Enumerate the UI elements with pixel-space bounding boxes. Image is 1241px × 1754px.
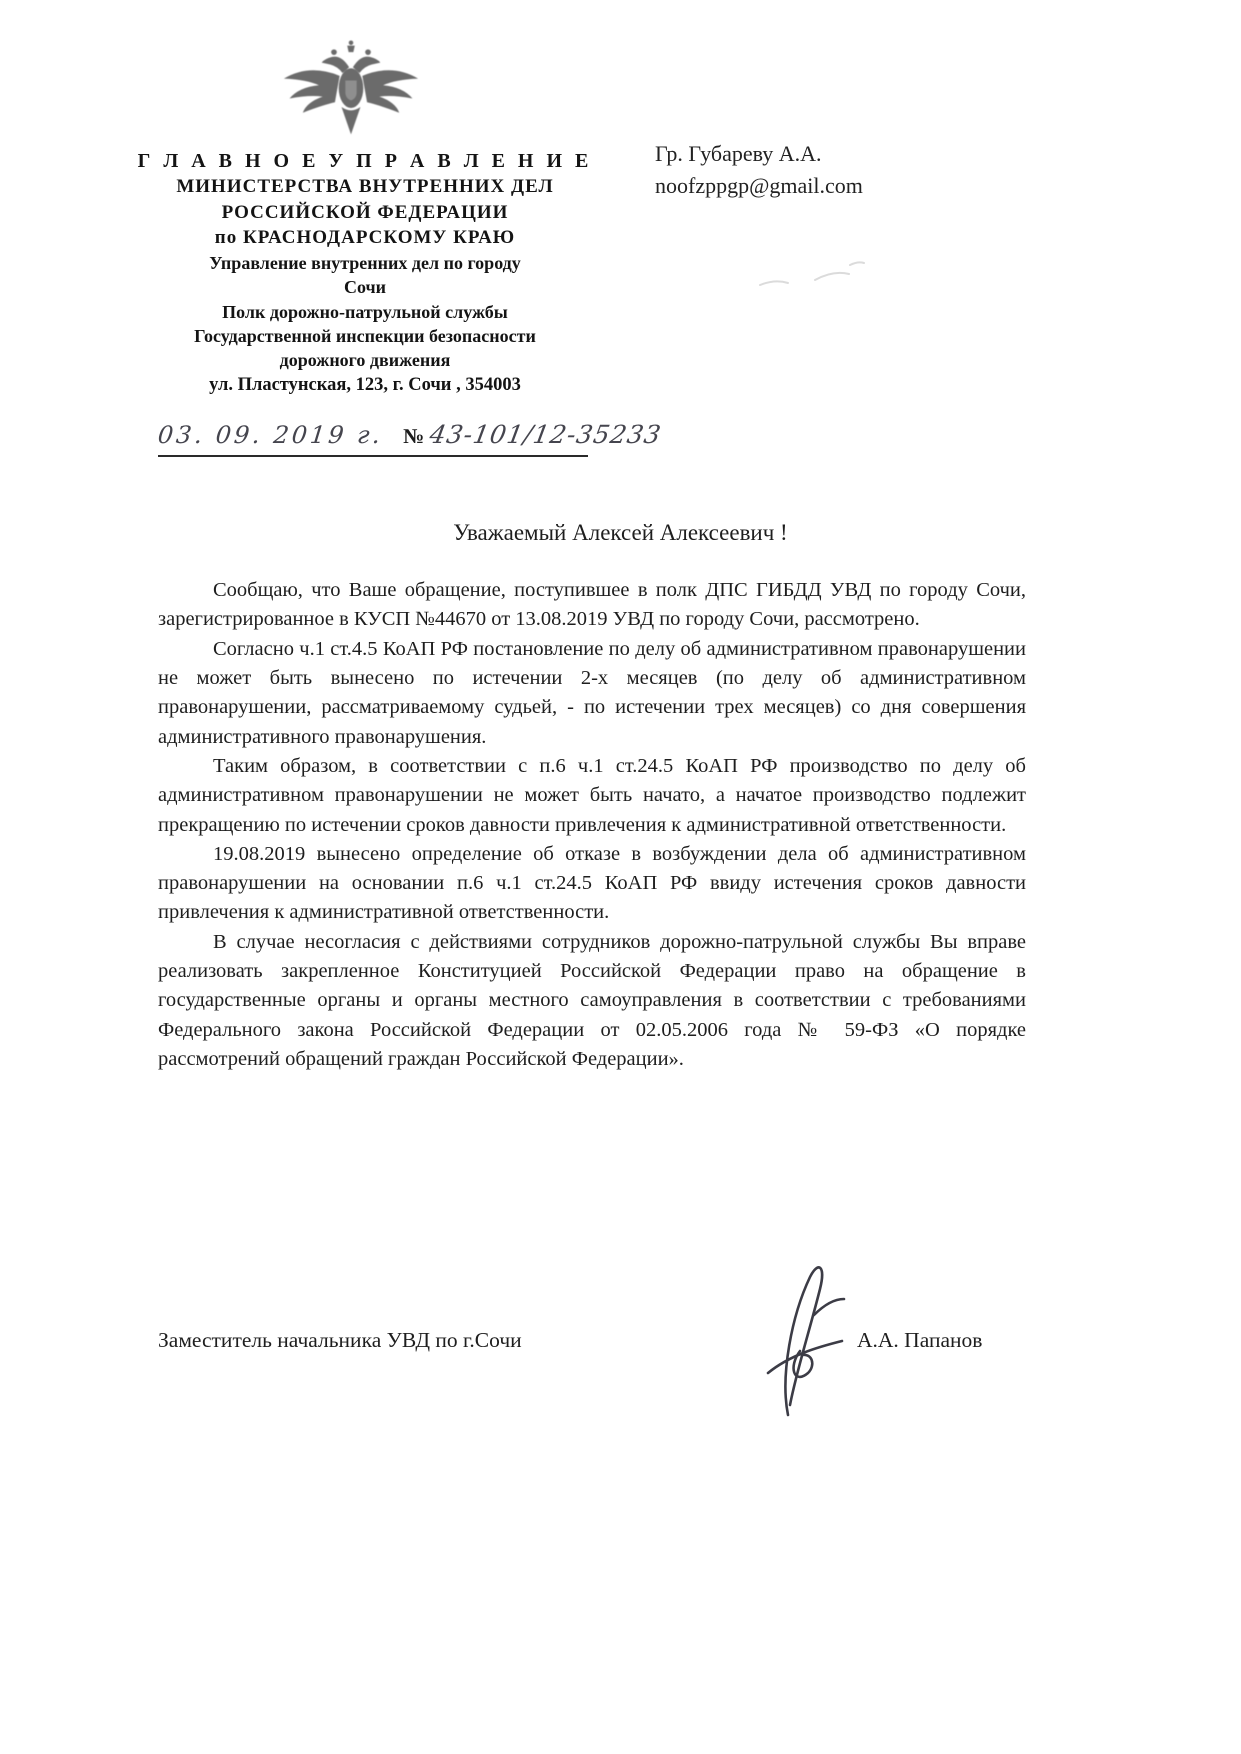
org-line: Г Л А В Н О Е У П Р А В Л Е Н И Е	[137, 150, 593, 172]
recipient-block	[655, 138, 863, 202]
scan-artifact-mark	[755, 250, 875, 300]
recipient-email: noofzppgp@gmail.com	[655, 172, 863, 198]
body-paragraph: Таким образом, в соответствии с п.6 ч.1 ст.24.5 КоАП РФ производство по делу об административном правонарушении не может быть начато, а начатое производство подлежит прекращению по истечении сроков давности привлечения к административной ответственности.	[158, 754, 1026, 836]
body-paragraph: 19.08.2019 вынесено определение об отказе в возбуждении дела об административном правонарушении на основании п.6 ч.1 ст.24.5 КоАП РФ ввиду истечения сроков давности привлечения к административной ответственности.	[158, 842, 1026, 924]
org-line: Полк дорожно-патрульной службы	[222, 301, 508, 322]
handwritten-signature	[730, 1255, 860, 1425]
handwritten-outgoing-number: 43-101/12-35233	[427, 420, 664, 449]
org-line: Сочи	[343, 277, 387, 298]
signatory-name: А.А. Папанов	[857, 1328, 983, 1352]
org-address-line: ул. Пластунская, 123, г. Сочи , 354003	[209, 375, 521, 396]
recipient-name: Гр. Губареву А.А.	[655, 141, 822, 166]
body-paragraph: Согласно ч.1 ст.4.5 КоАП РФ постановление по делу об административном правонарушении не может быть вынесено по истечении 2-х месяцев (по делу об административном правонарушении, рассматриваемому судьей, - по истечении трех месяцев) со дня совершения административного правонарушения.	[158, 637, 1026, 748]
reference-line	[156, 420, 664, 457]
salutation: Уважаемый Алексей Алексеевич !	[453, 520, 788, 545]
number-sign-label: №	[403, 424, 425, 448]
double-headed-eagle-emblem-icon	[272, 38, 430, 142]
signatory-position: Заместитель начальника УВД по г.Сочи	[158, 1328, 522, 1352]
org-line: МИНИСТЕРСТВА ВНУТРЕННИХ ДЕЛ	[176, 176, 554, 197]
handwritten-date: 03. 09. 2019 г.	[156, 421, 385, 449]
org-line: Государственной инспекции безопасности	[194, 325, 536, 346]
letter-body	[158, 576, 1026, 1074]
body-paragraph: В случае несогласия с действиями сотрудников дорожно-патрульной службы Вы вправе реализовать закрепленное Конституцией Российской Федерации право на обращение в государственные органы и органы местного самоуправления в соответствии с требованиями Федерального закона Российской Федерации от 02.05.2006 года № 59-ФЗ «О порядке рассмотрений обращений граждан Российской Федерации».	[158, 930, 1026, 1070]
org-line: дорожного движения	[279, 350, 451, 371]
org-line: РОССИЙСКОЙ ФЕДЕРАЦИИ	[221, 201, 509, 223]
org-line: по КРАСНОДАРСКОМУ КРАЮ	[214, 227, 516, 249]
body-paragraph: Сообщаю, что Ваше обращение, поступившее в полк ДПС ГИБДД УВД по городу Сочи, зарегистрированное в КУСП №44670 от 13.08.2019 УВД по городу Сочи, рассмотрено.	[158, 579, 1026, 631]
org-line: Управление внутренних дел по городу	[209, 252, 521, 273]
letterhead-org-block	[130, 148, 600, 400]
